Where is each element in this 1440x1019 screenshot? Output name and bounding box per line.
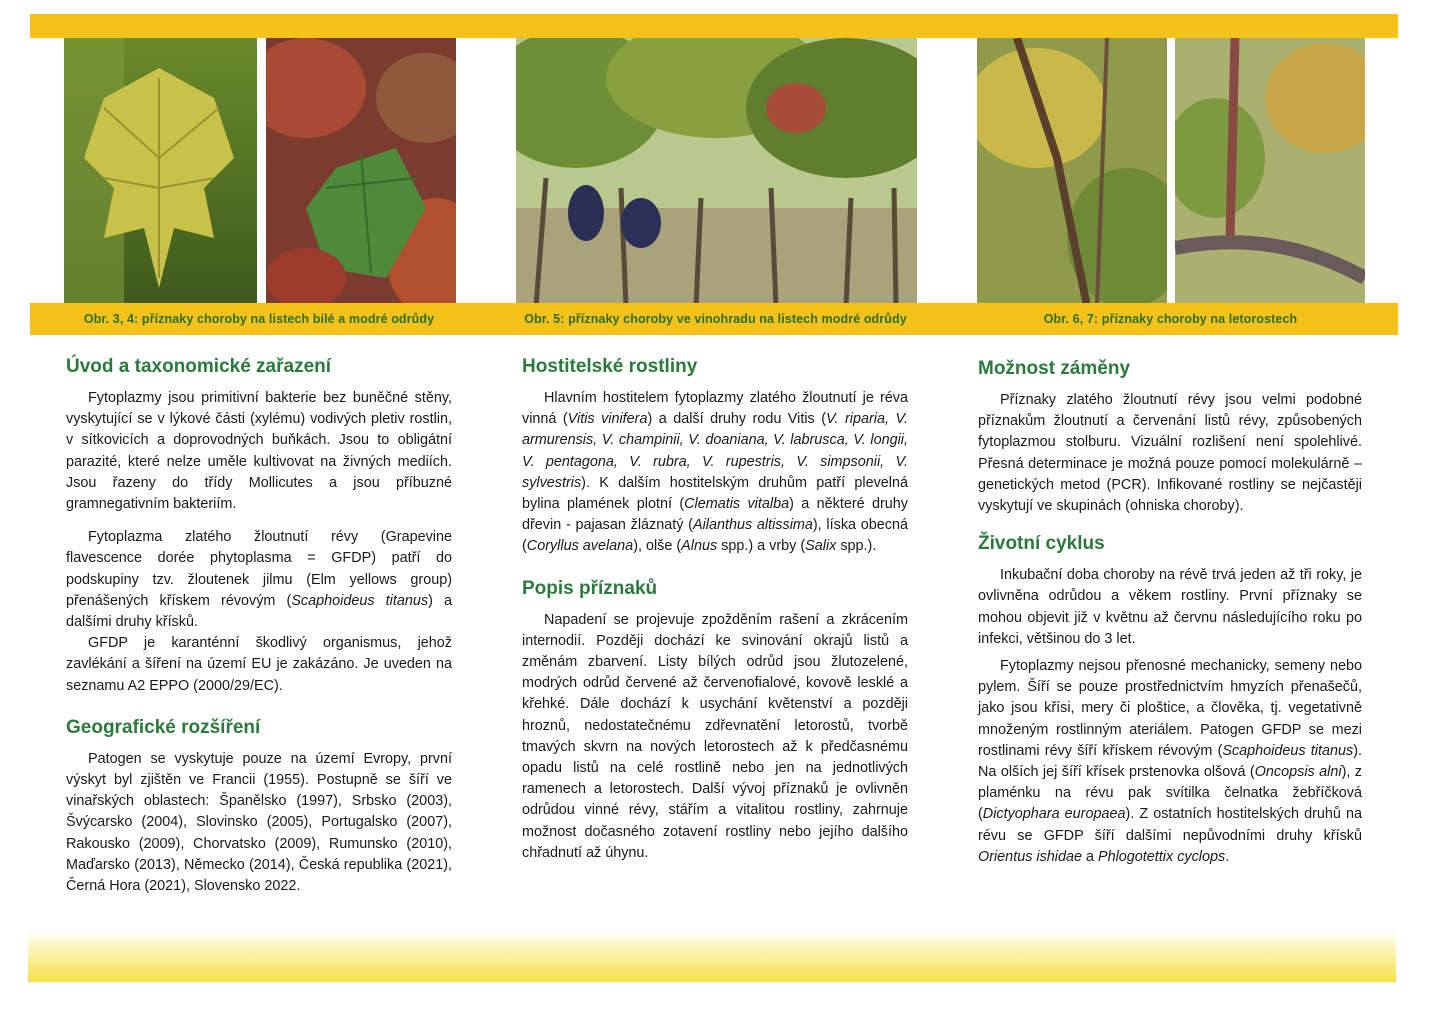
caption-photos-6-7 xyxy=(943,303,1398,335)
caption-photos-3-4 xyxy=(30,303,488,335)
heading-confusion: Možnost záměny xyxy=(978,358,1131,379)
caption-text: Obr. 6, 7: příznaky choroby na letorostech xyxy=(1043,312,1298,326)
photo-vineyard xyxy=(516,38,917,306)
red-leaf-photo-icon xyxy=(266,38,456,306)
heading-geography: Geografické rozšíření xyxy=(66,716,261,738)
caption-text: Obr. 3, 4: příznaky choroby na listech bílé a modré odrůdy xyxy=(83,312,435,326)
vine-shoot-photo-icon xyxy=(977,38,1167,306)
paragraph: GFDP je karanténní škodlivý organismus, jehož zavlékání a šíření na území EU je zakázáno. Je uveden na seznamu A2 EPPO (2000/29/EC). xyxy=(66,635,452,694)
paragraph: Napadení se projevuje zpožděním rašení a zkrácením internodií. Později dochází ke svinování okrajů listů a změnám zbarvení. Listy bílých odrůd jsou žlutozelené, modrých odrůd červené až červenofialové, kovově lesklé a křehké. Dále dochází k usychání květenství a později hroznů, nedostatečnému zdřevnatění letorostů, tvorbě tmavých skvrn na nových letorostech až k předčasnému opadu listů na celé rostlině nebo jen na jednotlivých ramenech a letorostech. Další vývoj příznaků je ovlivněn odrůdou vinné révy, stářím a vitalitou rostliny, zahrnuje možnost dočasného zotavení rostliny nebo jejího dalšího chřadnutí až úhynu. xyxy=(522,611,908,861)
heading-symptoms: Popis příznaků xyxy=(522,577,658,599)
paragraph: Příznaky zlatého žloutnutí révy jsou velmi podobné příznakům žloutnutí a červenání listů révy, způsobených fytoplazmou stolburu. Vizuální rozlišení není spolehlivé. Přesná determinace je možná pouze pomocí molekulárně – genetických metod (PCR). Infikované rostliny se nejčastěji vyskytují ve skupinách (ohniska choroby). xyxy=(978,392,1362,515)
caption-photo-5 xyxy=(488,303,943,335)
photo-leaf-white-variety xyxy=(64,38,257,306)
vine-shoot-photo-icon xyxy=(1175,38,1365,306)
top-yellow-band xyxy=(30,14,1398,38)
heading-life-cycle: Životní cyklus xyxy=(978,533,1105,555)
photo-shoot-2 xyxy=(1175,38,1365,306)
bottom-yellow-band xyxy=(28,930,1396,982)
paragraph: Inkubační doba choroby na révě trvá jeden až tři roky, je ovlivněna odrůdou a věkem rostliny. První příznaky se mohou objevit již v květnu až červnu následujícího roku po infekci, většinou do 3 let. xyxy=(978,567,1362,647)
column-1 xyxy=(66,356,452,897)
paragraph: Hlavním hostitelem fytoplazmy zlatého žloutnutí je réva vinná (Vitis vinifera) a další druhy rodu Vitis (V. riparia, V. armurensis, V. champinii, V. doaniana, V. labrusca, V. longii, V. pentagona, V. rubra, V. rupestris, V. simpsonii, V. sylvestris). K dalším hostitelským druhům patří plevelná bylina plamének plotní (Clematis vitalba) a některé druhy dřevin - pajasan žláznatý (Ailanthus altissima), líska obecná (Coryllus avelana), olše (Alnus spp.) a vrby (Salix spp.). xyxy=(522,390,908,555)
paragraph: Fytoplazmy nejsou přenosné mechanicky, semeny nebo pylem. Šíří se pouze prostřednictvím hmyzích přenašečů, jako jsou křísi, mery či ploštice, a člověka, tj. vegetativně množeným rostlinným ateriálem. Patogen GFDP se mezi rostlinami révy šíří křískem révovým (Scaphoideus titanus). Na olších jej šíří křísek prstenovka olšová (Oncopsis alni), z plaménku na révu pak svítilka čelnatka žebříčková (Dictyophara europaea). Z ostatních hostitelských druhů na révu se GFDP šíří dalšími nepůvodními druhy křísků Orientus ishidae a Phlogotettix cyclops. xyxy=(978,658,1363,865)
column-2 xyxy=(522,356,908,864)
caption-text: Obr. 5: příznaky choroby ve vinohradu na listech modré odrůdy xyxy=(524,312,907,326)
paragraph: Fytoplazma zlatého žloutnutí révy (Grapevine flavescence dorée phytoplasma = GFDP) patří do podskupiny tzv. žloutenek jilmu (Elm yellows group) přenášených křískem révovým (Scaphoideus titanus) a dalšími druhy křísků. xyxy=(66,529,453,631)
paragraph: Fytoplazmy jsou primitivní bakterie bez buněčné stěny, vyskytující se v lýkové části (xylému) vodivých pletiv rostlin, v sítkovicích a doprovodných buňkách. Jsou to obligátní parazité, které nelze uměle kultivovat na živných mediích. Jsou řazeny do třídy Mollicutes a jsou příbuzné gramnegativním bakteriím. xyxy=(66,390,452,513)
heading-hosts: Hostitelské rostliny xyxy=(522,356,698,377)
vineyard-grapes-photo-icon xyxy=(516,38,917,306)
column-3 xyxy=(978,358,1362,868)
photo-leaf-blue-variety xyxy=(266,38,456,306)
heading-intro: Úvod a taxonomické zařazení xyxy=(66,356,332,377)
paragraph: Patogen se vyskytuje pouze na území Evropy, první výskyt byl zjištěn ve Francii (1955). Postupně se šíří ve vinařských oblastech: Španělsko (1997), Srbsko (2003), Švýcarsko (2004), Slovinsko (2005), Portugalsko (2007), Rakousko (2009), Chorvatsko (2009), Rumunsko (2010), Maďarsko (2013), Německo (2014), Česká republika (2021), Černá Hora (2021), Slovensko 2022. xyxy=(66,750,452,895)
photo-shoot-1 xyxy=(977,38,1167,306)
grapevine-leaf-photo-icon xyxy=(64,38,257,306)
